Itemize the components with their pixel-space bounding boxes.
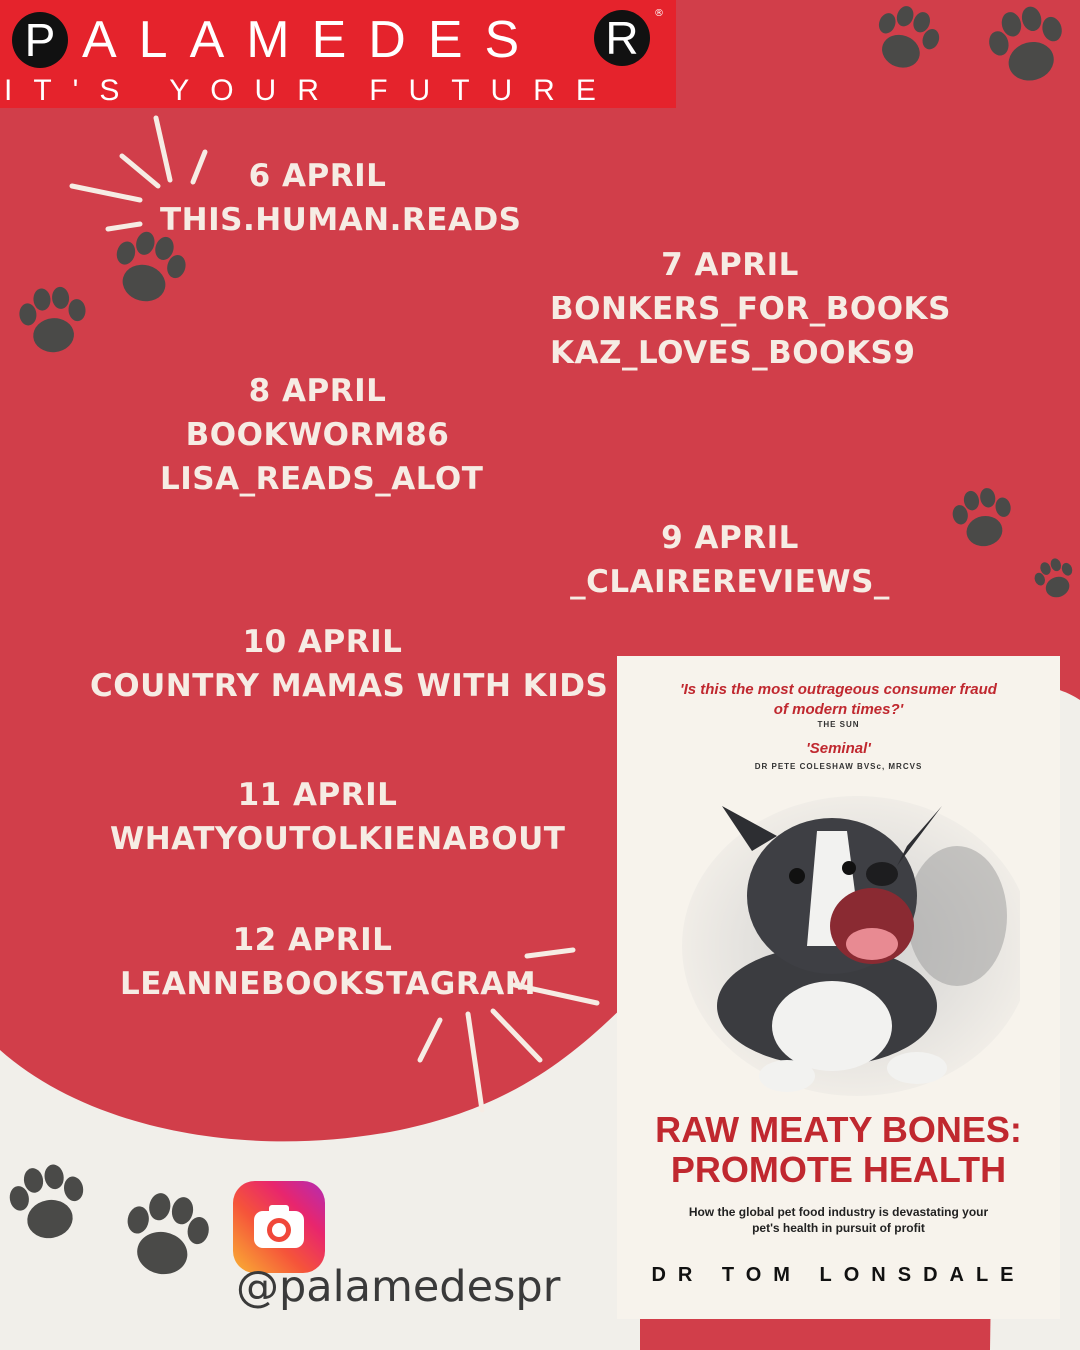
entry-date: 10 APRIL — [242, 624, 403, 660]
paw-print-icon — [10, 275, 95, 370]
schedule-entry-4 — [570, 516, 890, 604]
schedule-entry-7 — [120, 918, 537, 1006]
schedule-entry-2 — [550, 243, 951, 375]
schedule-entry-6 — [110, 773, 566, 861]
entry-account: WHATYOUTOLKIENABOUT — [110, 821, 566, 857]
entry-date: 9 APRIL — [661, 520, 799, 556]
entry-date: 12 APRIL — [232, 922, 393, 958]
entry-account: LISA_READS_ALOT — [160, 461, 484, 497]
book-author: DR TOM LONSDALE — [651, 1264, 1026, 1286]
schedule-entry-5 — [90, 620, 609, 708]
logo-tagline: IT'S YOUR FUTURE — [4, 74, 617, 107]
logo-wordmark — [12, 6, 541, 74]
book-quote-1: 'Is this the most outrageous consumer fraud of modern times?' — [680, 681, 997, 718]
paw-print-icon — [850, 0, 960, 80]
paw-print-icon — [110, 1185, 220, 1290]
book-subtitle: How the global pet food industry is devastating your pet's health in pursuit of profit — [688, 1205, 989, 1235]
entry-date: 6 APRIL — [248, 158, 387, 194]
book-quote-2-source: DR PETE COLESHAW BVSc, MRCVS — [754, 762, 923, 771]
entry-account: BONKERS_FOR_BOOKS — [550, 291, 951, 327]
instagram-icon[interactable] — [233, 1181, 325, 1273]
book-cover — [617, 656, 1060, 1319]
entry-account: LEANNEBOOKSTAGRAM — [120, 966, 537, 1002]
instagram-handle[interactable]: @palamedespr — [236, 1262, 561, 1312]
book-title — [617, 1110, 1060, 1190]
logo-registered-mark: ® — [654, 8, 664, 19]
brand-logo — [0, 0, 676, 108]
entry-date: 7 APRIL — [661, 247, 799, 283]
puppy-illustration — [657, 776, 1020, 1096]
paw-print-icon — [0, 1155, 95, 1255]
camera-icon — [251, 1203, 307, 1251]
entry-account: BOOKWORM86 — [185, 417, 450, 453]
paw-print-icon — [975, 0, 1080, 95]
entry-account: _CLAIREREVIEWS_ — [570, 564, 890, 600]
logo-letters: ALAMEDES — [82, 11, 542, 69]
book-title-line-2: PROMOTE HEALTH — [670, 1149, 1007, 1190]
schedule-entry-1 — [160, 154, 522, 242]
logo-p-circle: P — [12, 12, 68, 68]
paw-print-icon — [1030, 540, 1080, 620]
entry-account: COUNTRY MAMAS WITH KIDS — [90, 668, 609, 704]
paw-print-icon — [100, 225, 195, 315]
book-title-line-1: RAW MEATY BONES: — [655, 1109, 1022, 1150]
schedule-entry-3 — [160, 369, 484, 501]
entry-date: 8 APRIL — [248, 373, 387, 409]
logo-r-circle: R — [594, 10, 650, 66]
entry-date: 11 APRIL — [237, 777, 398, 813]
paw-print-icon — [945, 475, 1020, 565]
entry-account: KAZ_LOVES_BOOKS9 — [550, 335, 916, 371]
book-quote-1-source: THE SUN — [817, 720, 860, 729]
entry-account: THIS.HUMAN.READS — [160, 202, 522, 238]
book-quote-2: 'Seminal' — [806, 740, 871, 757]
